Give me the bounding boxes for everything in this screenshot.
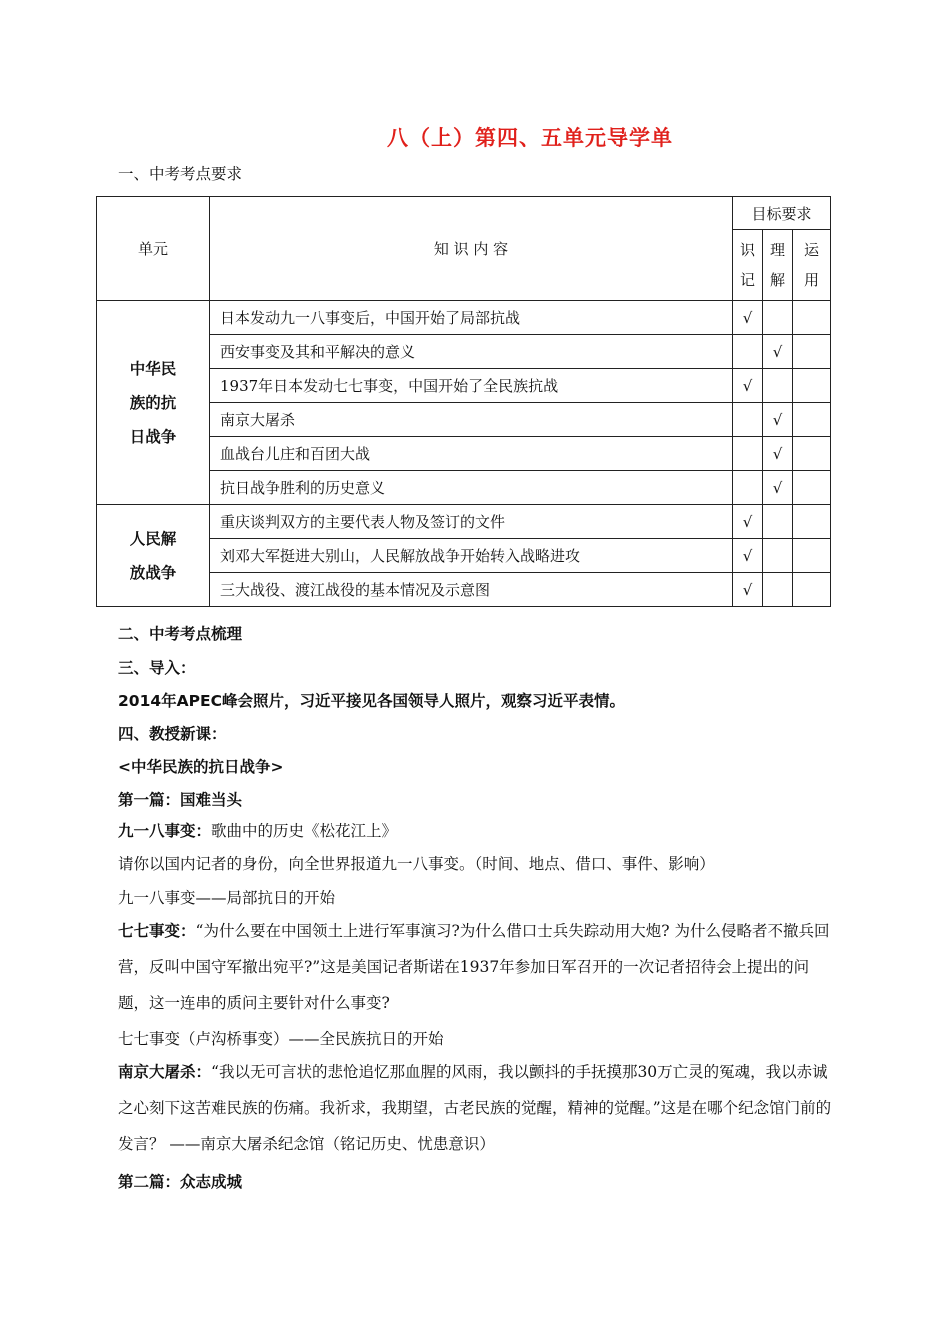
table-row — [97, 505, 831, 539]
mark-recall: √ — [733, 369, 763, 403]
header-content: 知 识 内 容 — [210, 197, 733, 301]
row-content: 重庆谈判双方的主要代表人物及签订的文件 — [210, 505, 733, 539]
part-heading-2: 第二篇：众志成城 — [118, 1173, 243, 1191]
paragraph-nanjing — [118, 1054, 838, 1162]
mark-recall: √ — [733, 301, 763, 335]
header-recall: 识记 — [733, 230, 763, 301]
mark-recall: √ — [733, 539, 763, 573]
header-unit: 单元 — [97, 197, 210, 301]
mark-understand — [763, 301, 793, 335]
paragraph-918-conclusion: 九一八事变——局部抗日的开始 — [118, 889, 336, 907]
row-content: 血战台儿庄和百团大战 — [210, 437, 733, 471]
paragraph-918 — [118, 813, 838, 849]
mark-understand: √ — [763, 437, 793, 471]
mark-understand — [763, 369, 793, 403]
mark-apply — [793, 505, 831, 539]
mark-apply — [793, 573, 831, 607]
unit-cell-1: 中华民族的抗日战争 — [97, 301, 210, 505]
intro-text: 2014年APEC峰会照片，习近平接见各国领导人照片，观察习近平表情。 — [118, 692, 625, 710]
mark-understand: √ — [763, 335, 793, 369]
mark-recall — [733, 403, 763, 437]
requirements-table — [96, 196, 831, 607]
mark-understand — [763, 573, 793, 607]
paragraph-text: 歌曲中的历史《松花江上》 — [211, 822, 398, 840]
mark-apply — [793, 437, 831, 471]
section-heading-3: 三、导入： — [118, 659, 196, 677]
part-heading-1: 第一篇：国难当头 — [118, 791, 243, 809]
mark-apply — [793, 369, 831, 403]
row-content: 刘邓大军挺进大别山，人民解放战争开始转入战略进攻 — [210, 539, 733, 573]
section-heading-2: 二、中考考点梳理 — [118, 625, 243, 643]
mark-apply — [793, 403, 831, 437]
mark-recall — [733, 471, 763, 505]
row-content: 南京大屠杀 — [210, 403, 733, 437]
mark-recall: √ — [733, 573, 763, 607]
row-content: 西安事变及其和平解决的意义 — [210, 335, 733, 369]
row-content: 抗日战争胜利的历史意义 — [210, 471, 733, 505]
mark-recall — [733, 437, 763, 471]
paragraph-lead: 南京大屠杀： — [118, 1063, 212, 1081]
paragraph-918-task: 请你以国内记者的身份，向全世界报道九一八事变。（时间、地点、借口、事件、影响） — [118, 855, 715, 873]
mark-apply — [793, 539, 831, 573]
table-row — [97, 301, 831, 335]
paragraph-77-conclusion: 七七事变（卢沟桥事变）——全民族抗日的开始 — [118, 1030, 444, 1048]
mark-understand — [763, 539, 793, 573]
row-content: 日本发动九一八事变后，中国开始了局部抗战 — [210, 301, 733, 335]
mark-apply — [793, 335, 831, 369]
header-goal: 目标要求 — [733, 197, 831, 230]
header-understand: 理解 — [763, 230, 793, 301]
row-content: 1937年日本发动七七事变，中国开始了全民族抗战 — [210, 369, 733, 403]
mark-understand: √ — [763, 403, 793, 437]
chapter-heading: <中华民族的抗日战争> — [118, 758, 284, 776]
page-title: 八（上）第四、五单元导学单 — [387, 126, 673, 150]
paragraph-text: “我以无可言状的悲怆追忆那血腥的风雨，我以颤抖的手抚摸那30万亡灵的冤魂，我以赤诚之心刻下这苦难民族的伤痛。我祈求，我期望，古老民族的觉醒，精神的觉醒。”这是在哪个纪念馆门前的发言？ ——南京大屠杀纪念馆（铭记历史、忧患意识） — [118, 1063, 832, 1153]
mark-recall: √ — [733, 505, 763, 539]
mark-understand: √ — [763, 471, 793, 505]
paragraph-lead: 七七事变： — [118, 922, 196, 940]
paragraph-lead: 九一八事变： — [118, 822, 212, 840]
mark-apply — [793, 471, 831, 505]
section-heading-4: 四、教授新课： — [118, 725, 227, 743]
mark-understand — [763, 505, 793, 539]
row-content: 三大战役、渡江战役的基本情况及示意图 — [210, 573, 733, 607]
unit-cell-2: 人民解放战争 — [97, 505, 210, 607]
header-apply: 运用 — [793, 230, 831, 301]
section-heading-1: 一、中考考点要求 — [118, 165, 243, 183]
paragraph-text: “为什么要在中国领土上进行军事演习?为什么借口士兵失踪动用大炮? 为什么侵略者不撤兵回营，反叫中国守军撤出宛平?”这是美国记者斯诺在1937年参加日军召开的一次记者招待会上提出的问题，这一连串的质问主要针对什么事变? — [118, 922, 830, 1012]
mark-recall — [733, 335, 763, 369]
mark-apply — [793, 301, 831, 335]
paragraph-77 — [118, 913, 838, 1021]
